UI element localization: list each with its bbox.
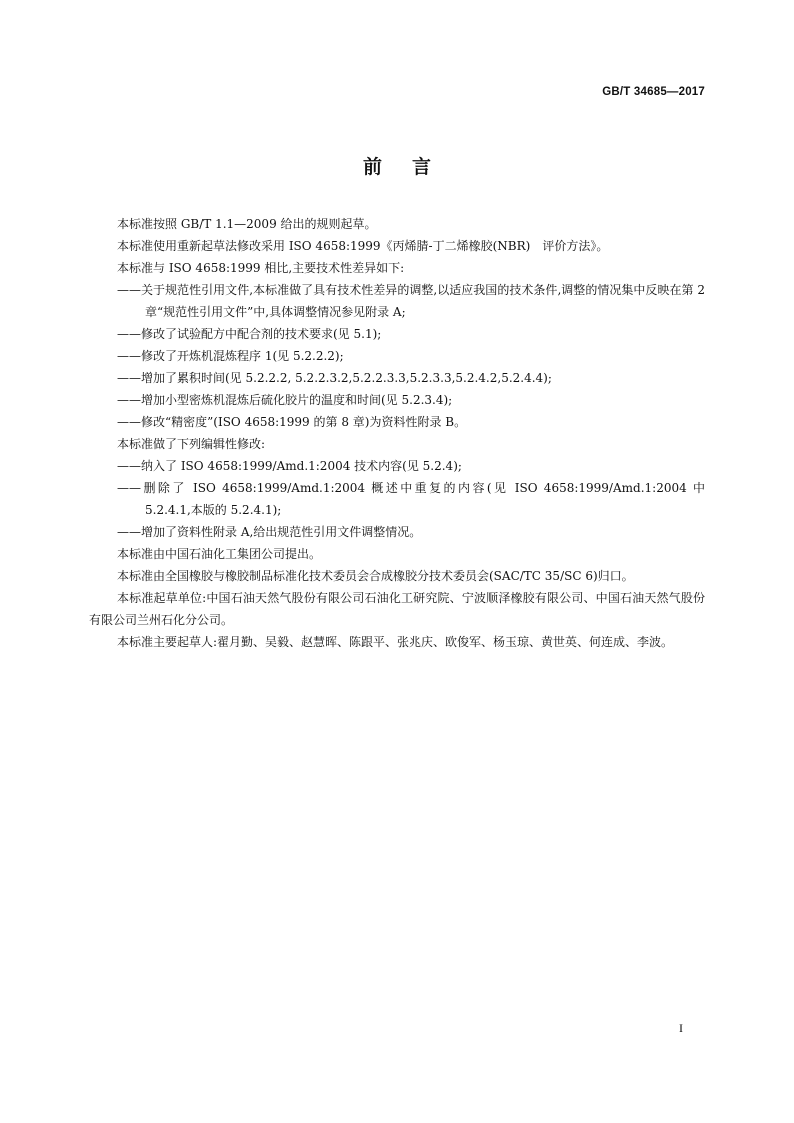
- list-item: ——修改“精密度”(ISO 4658:1999 的第 8 章)为资料性附录 B。: [117, 415, 467, 429]
- list-item: ——删除了 ISO 4658:1999/Amd.1:2004 概述中重复的内容(见 ISO 4658:1999/Amd.1:2004 中 5.2.4.1,本版的 5.2.4.1);: [117, 481, 705, 517]
- paragraph-adoption: 本标准使用重新起草法修改采用 ISO 4658:1999《丙烯腈-丁二烯橡胶(NBR) 评价方法》。: [117, 239, 609, 253]
- list-item: ——关于规范性引用文件,本标准做了具有技术性差异的调整,以适应我国的技术条件,调整的情况集中反映在第 2 章“规范性引用文件”中,具体调整情况参见附录 A;: [117, 283, 705, 319]
- paragraph-drafters: 本标准主要起草人:翟月勤、吴毅、赵慧晖、陈跟平、张兆庆、欧俊军、杨玉琼、黄世英、何连成、李波。: [117, 635, 674, 649]
- page-title: 前言: [362, 156, 461, 178]
- list-item: ——修改了开炼机混炼程序 1(见 5.2.2.2);: [117, 349, 344, 363]
- list-item: ——修改了试验配方中配合剂的技术要求(见 5.1);: [117, 327, 382, 341]
- paragraph-drafting-units: 本标准起草单位:中国石油天然气股份有限公司石油化工研究院、宁波顺泽橡胶有限公司、中国石油天然气股份有限公司兰州石化分公司。: [89, 591, 705, 627]
- paragraph-proposer: 本标准由中国石油化工集团公司提出。: [117, 547, 322, 561]
- foreword-body: [89, 213, 705, 653]
- list-item: ——增加小型密炼机混炼后硫化胶片的温度和时间(见 5.2.3.4);: [117, 393, 453, 407]
- paragraph-drafting-rules: 本标准按照 GB/T 1.1—2009 给出的规则起草。: [117, 217, 377, 231]
- paragraph-tech-diff-intro: 本标准与 ISO 4658:1999 相比,主要技术性差异如下:: [117, 261, 405, 275]
- list-item: ——增加了资料性附录 A,给出规范性引用文件调整情况。: [117, 525, 422, 539]
- list-item: ——增加了累积时间(见 5.2.2.2, 5.2.2.3.2,5.2.2.3.3,5.2.3.3,5.2.4.2,5.2.4.4);: [117, 371, 552, 385]
- standard-code: GB/T 34685—2017: [602, 86, 705, 98]
- page-number: I: [679, 1021, 683, 1035]
- paragraph-committee: 本标准由全国橡胶与橡胶制品标准化技术委员会合成橡胶分技术委员会(SAC/TC 35/SC 6)归口。: [117, 569, 634, 583]
- list-item: ——纳入了 ISO 4658:1999/Amd.1:2004 技术内容(见 5.2.4);: [117, 459, 462, 473]
- paragraph-editorial-intro: 本标准做了下列编辑性修改:: [117, 437, 266, 451]
